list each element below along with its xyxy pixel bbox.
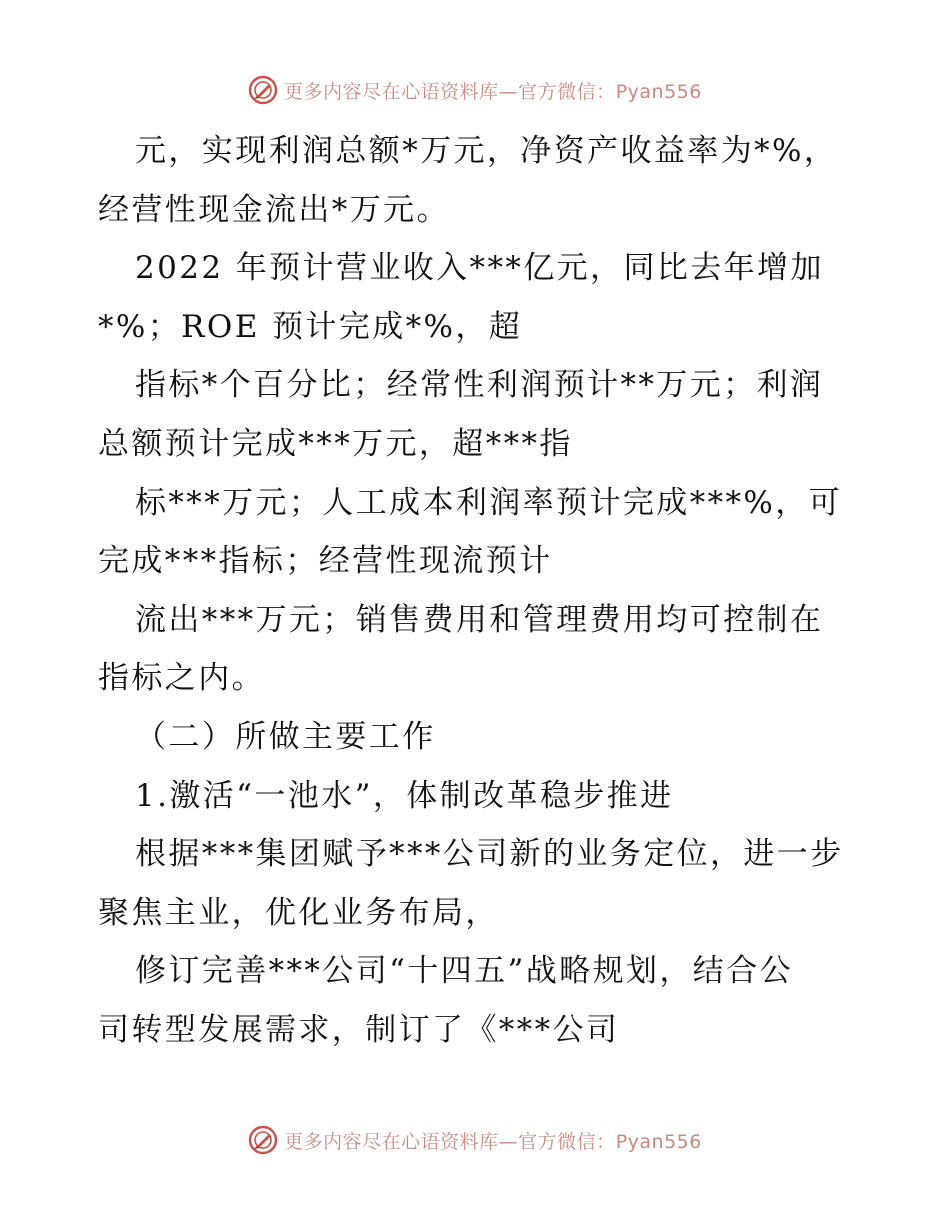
watermark-wechat-id: Pyan556 (615, 80, 702, 103)
paragraph-line: 元，实现利润总额*万元，净资产收益率为*%， (135, 133, 838, 169)
watermark-main-text: 更多内容尽在心语资料库 (284, 1130, 499, 1153)
footer-watermark (0, 1122, 950, 1158)
watermark-dash: — (498, 1130, 519, 1153)
watermark-main-text: 更多内容尽在心语资料库 (284, 80, 499, 103)
watermark-wechat-label: 官方微信： (518, 80, 616, 103)
paragraph-line: 修订完善***公司“十四五”战略规划，结合公 (135, 953, 793, 990)
watermark-logo-icon (248, 75, 278, 105)
paragraph-line: *%；ROE 预计完成*%，超 (98, 308, 523, 345)
paragraph-line: 经营性现金流出*万元。 (98, 191, 450, 228)
header-watermark (0, 72, 950, 108)
paragraph-line: 聚焦主业，优化业务布局， (98, 894, 499, 931)
document-body (98, 122, 858, 1060)
paragraph-line: 完成***指标；经营性现流预计 (98, 543, 553, 580)
paragraph-line: 标***万元；人工成本利润率预计完成***%，可 (135, 484, 843, 521)
paragraph-line: 司转型发展需求，制订了《***公司 (98, 1011, 620, 1048)
watermark-dash: — (498, 80, 519, 103)
paragraph-line: 2022 年预计营业收入***亿元，同比去年增加 (135, 250, 824, 287)
paragraph-line: 指标*个百分比；经常性利润预计**万元；利润 (135, 367, 824, 404)
watermark-wechat-id: Pyan556 (615, 1130, 702, 1153)
paragraph-line: 指标之内。 (98, 660, 265, 697)
watermark-text (284, 77, 702, 104)
watermark-logo-icon (248, 1125, 278, 1155)
subsection-heading: 1.激活“一池水”，体制改革稳步推进 (135, 777, 674, 814)
watermark-text (284, 1127, 702, 1154)
paragraph-line: 总额预计完成***万元，超***指 (98, 425, 573, 462)
section-heading: （二）所做主要工作 (135, 718, 436, 755)
paragraph-line: 根据***集团赋予***公司新的业务定位，进一步 (135, 836, 844, 873)
watermark-wechat-label: 官方微信： (518, 1130, 616, 1153)
paragraph-line: 流出***万元；销售费用和管理费用均可控制在 (135, 601, 824, 638)
